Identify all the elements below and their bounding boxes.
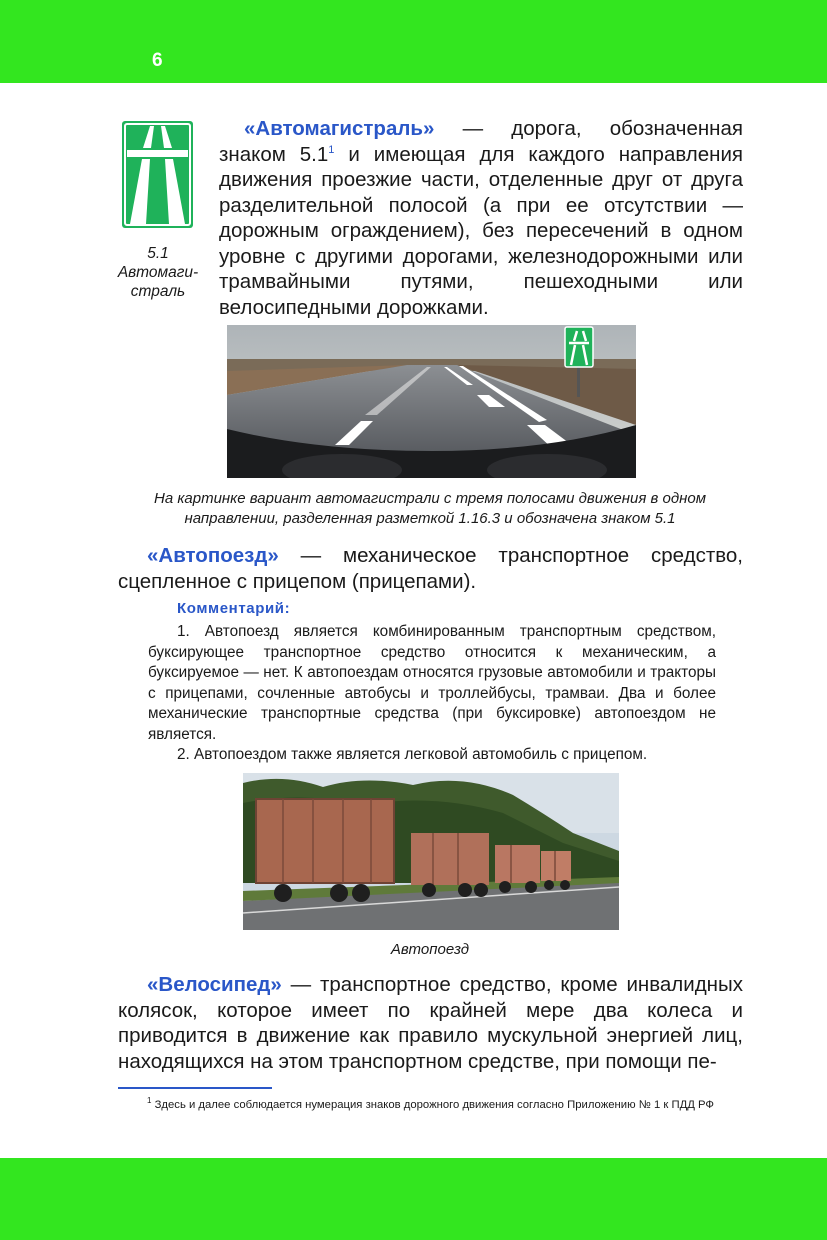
term-roadtrain: «Автопоезд» — [147, 544, 279, 567]
comment-heading: Комментарий: — [177, 600, 291, 617]
sign-caption-line: 5.1 — [147, 245, 169, 262]
footnote-ref: 1 — [328, 143, 335, 156]
footnote-divider — [118, 1087, 272, 1089]
bicycle-definition — [118, 972, 743, 1074]
sign-caption-line: страль — [130, 283, 186, 300]
motorway-photo — [227, 325, 636, 478]
motorway-sign-icon — [119, 118, 196, 231]
roadtrain-photo-caption: Автопоезд — [390, 941, 470, 958]
footnote — [118, 1097, 744, 1113]
bottom-green-band — [0, 1158, 827, 1240]
motorway-text-part2: и имеющая для каждого направления движения проезжие части, отделенные друг от друга разделительной полосой (а при ее отсутствии — дорожным ограждением), без пересечений в одном уровне с другими дорогами, железнодорожными или трамвайными путями, пешеходными или велосипедными дорожками. — [219, 142, 743, 319]
roadtrain-text: — механическое транспортное средство, сцепленное с прицепом (прицепами). — [118, 544, 743, 593]
page-number: 6 — [152, 50, 163, 71]
bicycle-text: — транспортное средство, кроме инвалидных колясок, которое имеет по крайней мере два колеса и приводится в движение как правило мускульной энергией лиц, находящихся на этом транспортном средстве, при помощи пе- — [118, 973, 743, 1073]
roadtrain-definition — [118, 543, 743, 594]
comment-item: 1. Автопоезд является комбинированным транспортным средством, буксирующее транспортное средство относится к механическим, а буксируемое — нет. К автопоездам относятся грузовые автомобили и тракторы с прицепами, сочленные автобусы и троллейбусы, трамваи. Два и более механические транспортные средства (при буксировке) автопоездом не является. — [148, 623, 716, 743]
comment-body — [148, 622, 716, 766]
term-motorway: «Автомагистраль» — [244, 117, 435, 140]
roadtrain-photo — [243, 773, 619, 930]
motorway-photo-caption: На картинке вариант автомагистрали с тремя полосами движения в одном направлении, разделенная разметкой 1.16.3 и обозначена знаком 5.1 — [153, 490, 707, 527]
footnote-text: Здесь и далее соблюдается нумерация знаков дорожного движения согласно Приложению № 1 к ПДД РФ — [151, 1099, 715, 1111]
motorway-text-part1: — дорога, обозначенная знаком 5.1 — [219, 117, 743, 166]
term-bicycle: «Велосипед» — [147, 973, 282, 996]
top-green-band — [0, 0, 827, 83]
comment-item: 2. Автопоездом также является легковой автомобиль с прицепом. — [177, 746, 648, 763]
sign-caption-line: Автомаги- — [117, 264, 199, 281]
sign-caption — [108, 244, 208, 301]
motorway-definition — [219, 116, 743, 320]
footnote-mark: 1 — [147, 1096, 152, 1106]
